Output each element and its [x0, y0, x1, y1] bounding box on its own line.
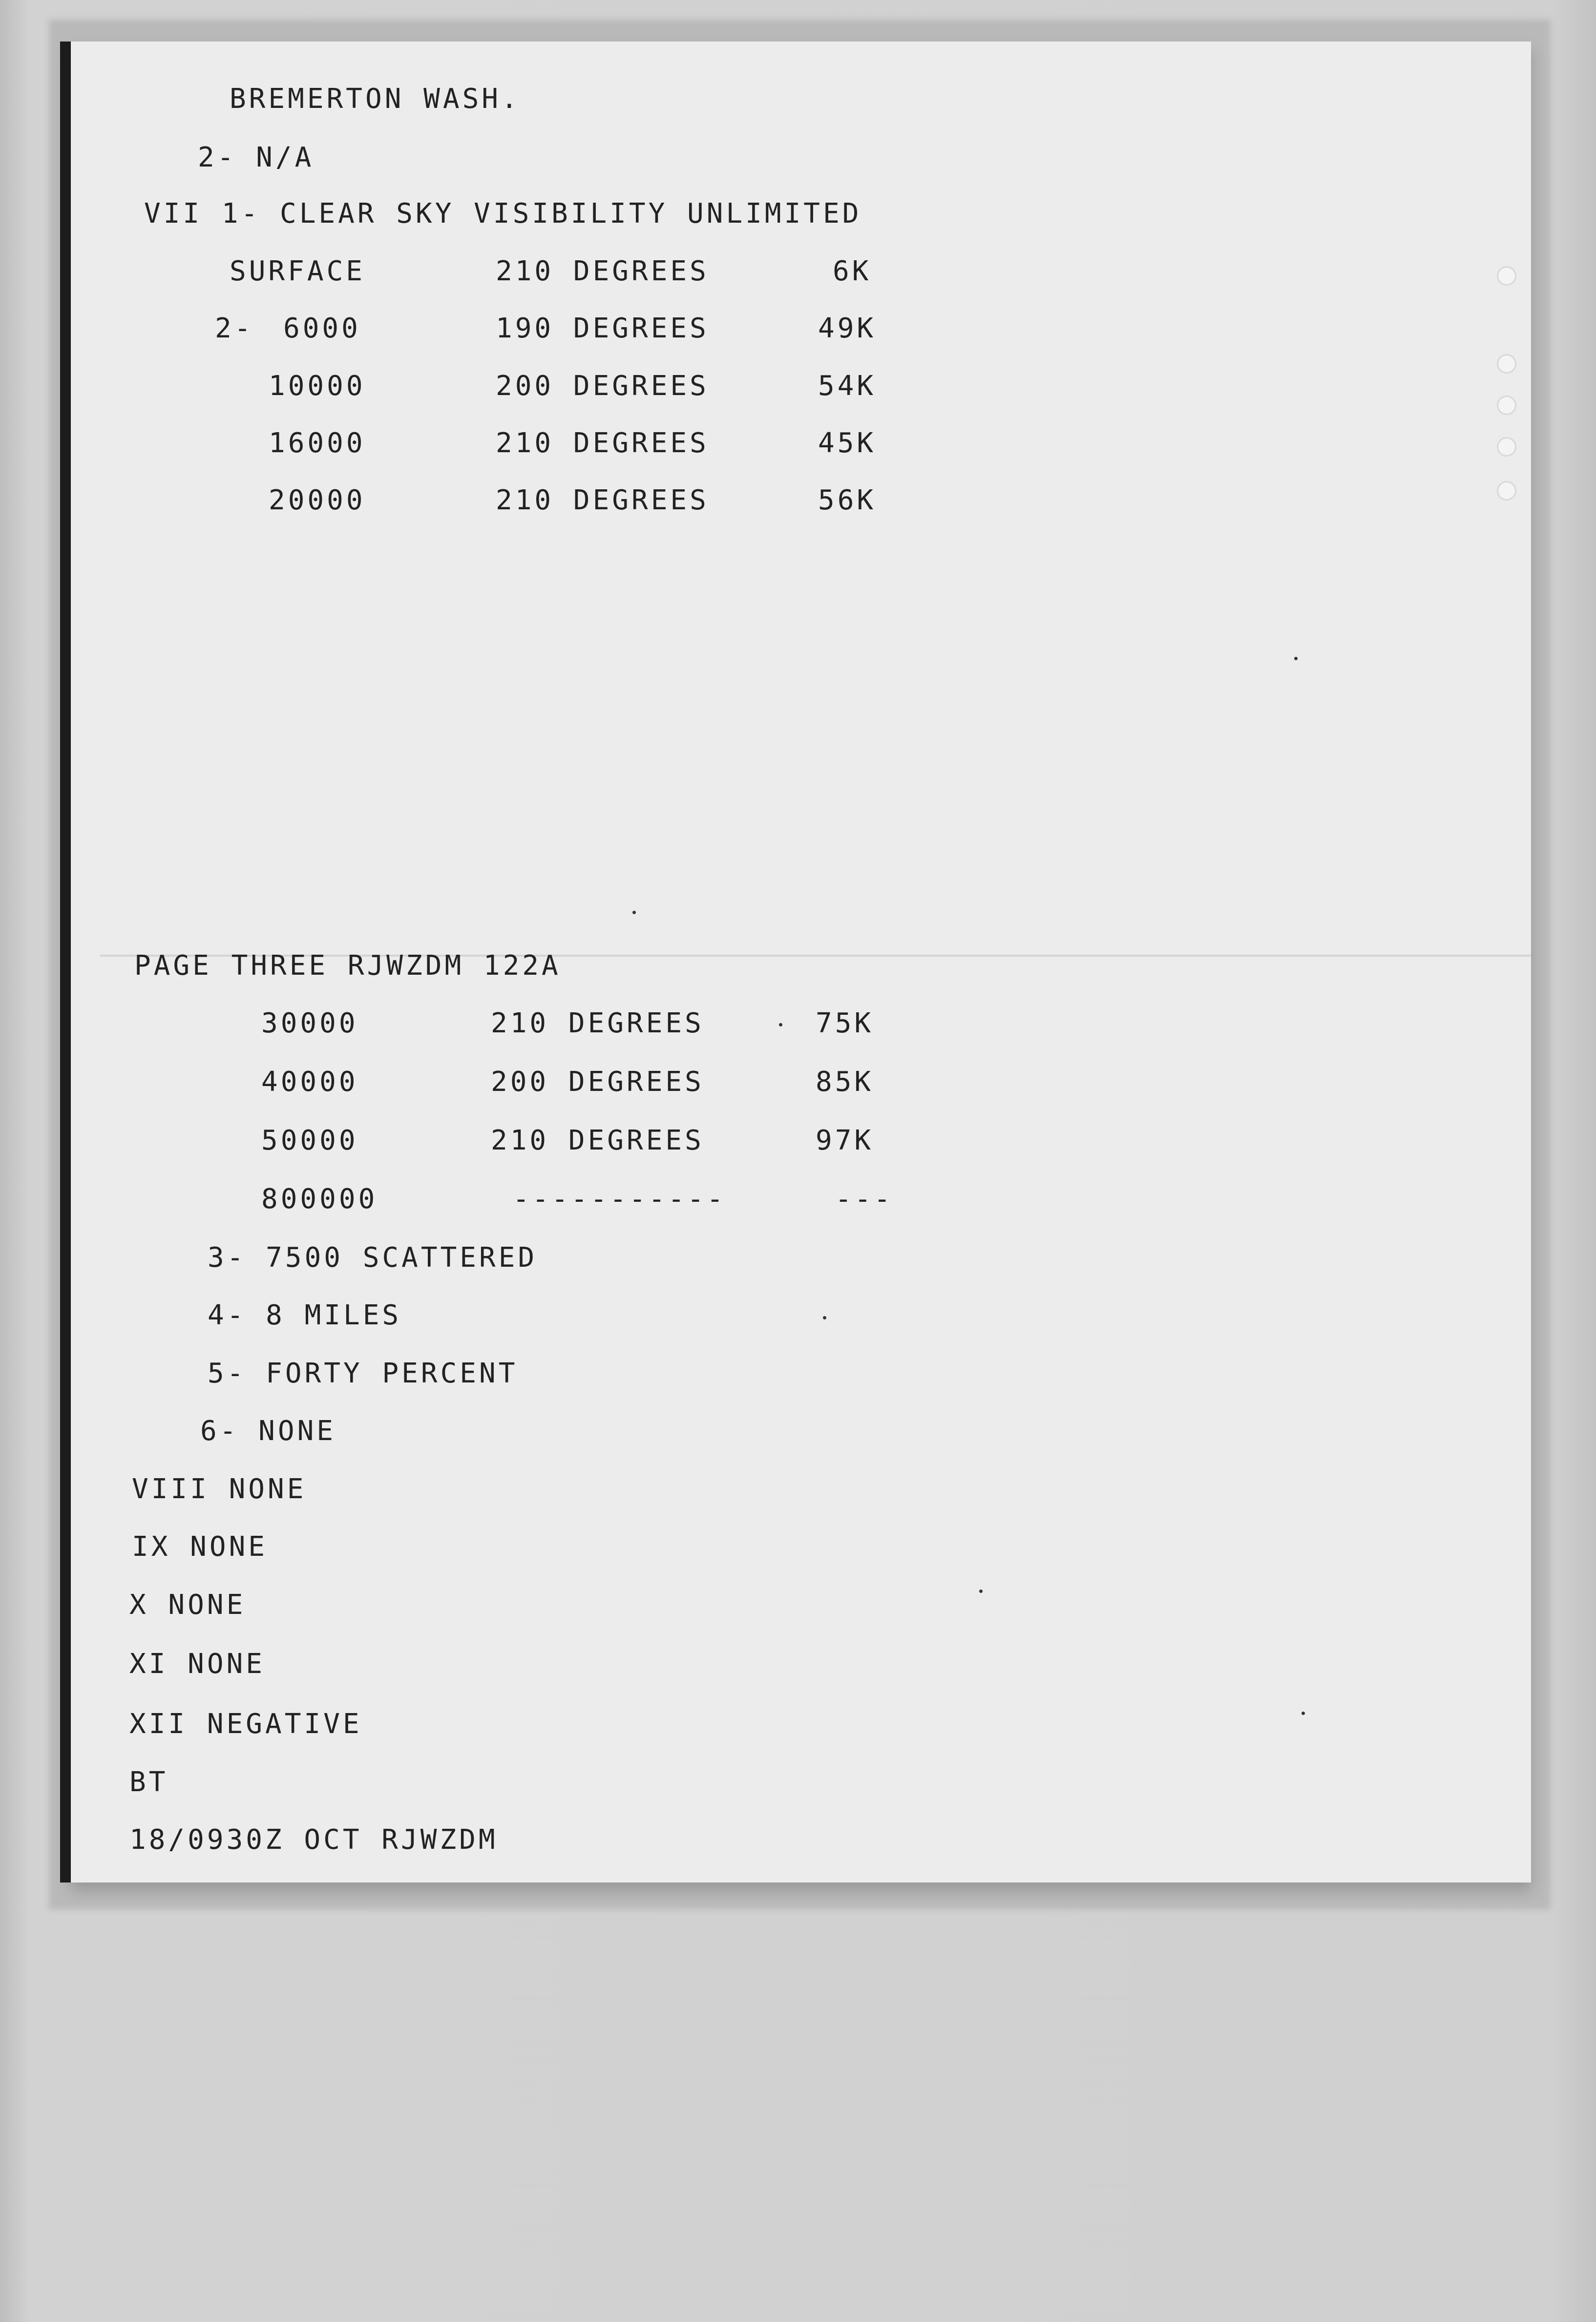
winds-row-speed: 75K — [816, 1007, 874, 1039]
winds-row-speed: 45K — [818, 427, 877, 459]
winds-row-speed: 49K — [818, 313, 877, 344]
winds-row-speed: 85K — [816, 1066, 874, 1098]
item-4-line: 4- 8 MILES — [208, 1299, 402, 1331]
item-xii-line: XII NEGATIVE — [129, 1708, 362, 1740]
dtg-line: 18/0930Z OCT RJWZDM — [129, 1824, 498, 1856]
winds-row-direction: 210 DEGREES — [491, 1007, 704, 1039]
winds-row-prefix: 2- — [215, 313, 254, 344]
winds-row-altitude: 40000 — [261, 1066, 358, 1098]
winds-row-direction: ----------- — [513, 1183, 726, 1215]
item-2-line: 2- N/A — [198, 142, 315, 173]
teletype-page — [71, 42, 1531, 1883]
page-header-line: PAGE THREE RJWZDM 122A — [134, 950, 561, 982]
dust-speck — [979, 1590, 983, 1593]
dust-speck — [779, 1023, 782, 1026]
location-line: BREMERTON WASH. — [230, 83, 521, 115]
punch-hole — [1497, 266, 1516, 286]
item-vii-line: VII 1- CLEAR SKY VISIBILITY UNLIMITED — [144, 198, 862, 230]
item-x-line: X NONE — [129, 1589, 246, 1621]
item-6-line: 6- NONE — [200, 1415, 336, 1447]
winds-row-direction: 210 DEGREES — [491, 1125, 704, 1156]
dust-speck — [632, 911, 636, 914]
winds-row-speed: 97K — [816, 1125, 874, 1156]
winds-row-direction: 200 DEGREES — [496, 370, 709, 402]
winds-row-altitude: 800000 — [261, 1183, 378, 1215]
winds-row-altitude: 30000 — [261, 1007, 358, 1039]
dust-speck — [823, 1316, 826, 1319]
winds-row-altitude: 16000 — [269, 427, 366, 459]
bt-line: BT — [129, 1766, 168, 1798]
punch-hole — [1497, 396, 1516, 415]
dust-speck — [1294, 657, 1298, 660]
winds-row-altitude: SURFACE — [230, 255, 366, 287]
winds-row-altitude: 6000 — [283, 313, 361, 344]
item-viii-line: VIII NONE — [132, 1473, 307, 1505]
winds-row-speed: 56K — [818, 484, 877, 516]
winds-row-direction: 210 DEGREES — [496, 427, 709, 459]
dust-speck — [1302, 1712, 1305, 1715]
punch-hole — [1497, 354, 1516, 374]
winds-row-speed: 6K — [833, 255, 872, 287]
winds-row-direction: 210 DEGREES — [496, 255, 709, 287]
winds-row-direction: 190 DEGREES — [496, 313, 709, 344]
winds-row-altitude: 50000 — [261, 1125, 358, 1156]
item-xi-line: XI NONE — [129, 1648, 266, 1680]
winds-row-speed: --- — [835, 1183, 894, 1215]
item-3-line: 3- 7500 SCATTERED — [208, 1242, 538, 1274]
punch-hole — [1497, 437, 1516, 457]
winds-row-direction: 200 DEGREES — [491, 1066, 704, 1098]
winds-row-altitude: 20000 — [269, 484, 366, 516]
winds-row-speed: 54K — [818, 370, 877, 402]
winds-row-direction: 210 DEGREES — [496, 484, 709, 516]
punch-hole — [1497, 481, 1516, 501]
item-ix-line: IX NONE — [132, 1531, 268, 1563]
item-5-line: 5- FORTY PERCENT — [208, 1358, 518, 1389]
winds-row-altitude: 10000 — [269, 370, 366, 402]
